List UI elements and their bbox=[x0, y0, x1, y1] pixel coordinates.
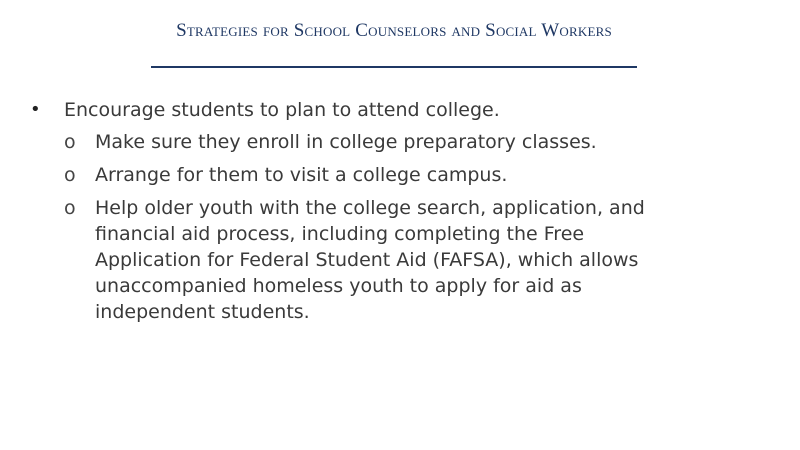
slide-title: Strategies for School Counselors and Social Workers bbox=[176, 20, 612, 41]
sub-bullet-list bbox=[64, 129, 770, 325]
sub-bullet-icon: o bbox=[64, 197, 76, 219]
sub-bullet-icon: o bbox=[64, 131, 76, 153]
sub-bullet-item bbox=[64, 129, 770, 155]
sub-bullet-text: Make sure they enroll in college preparatory classes. bbox=[95, 131, 597, 153]
bullet-item bbox=[30, 97, 770, 123]
sub-bullet-item bbox=[64, 195, 770, 325]
sub-bullet-icon: o bbox=[64, 164, 76, 186]
bullet-list bbox=[30, 97, 770, 332]
sub-bullet-text: Arrange for them to visit a college campus. bbox=[95, 164, 508, 186]
bullet-text: Encourage students to plan to attend college. bbox=[64, 99, 500, 121]
sub-bullet-text: Help older youth with the college search, application, and financial aid process, including completing the Free Application for Federal Student Aid (FAFSA), which allows unaccompanied homeless youth to apply for aid as independent students. bbox=[95, 197, 645, 323]
bullet-icon: • bbox=[30, 99, 41, 120]
title-underline bbox=[151, 66, 637, 68]
sub-bullet-item bbox=[64, 162, 770, 188]
